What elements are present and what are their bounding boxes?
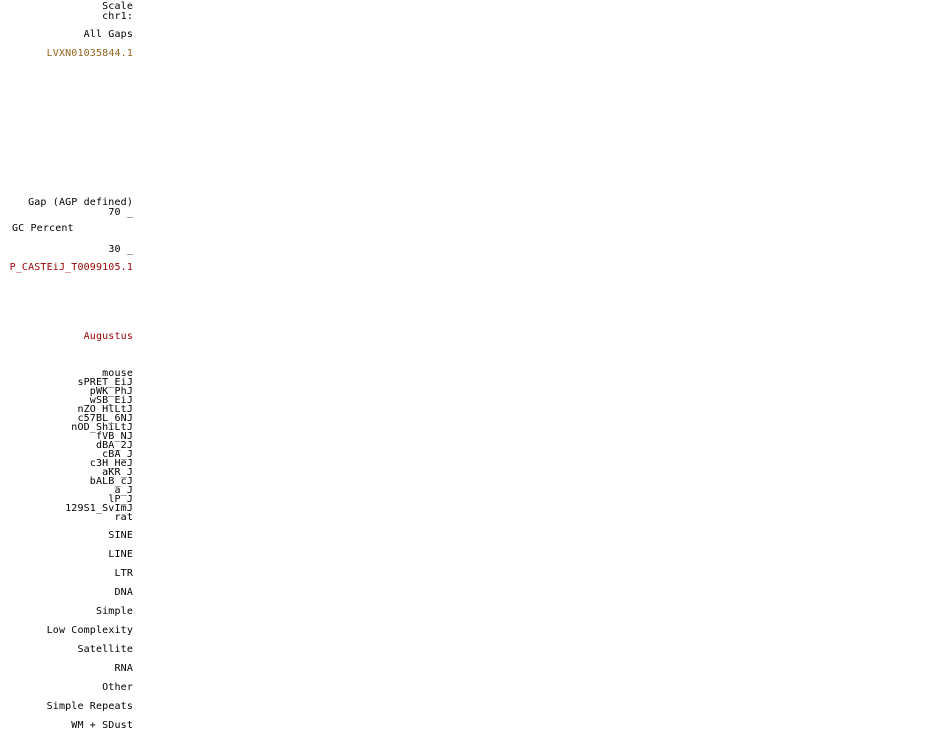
ruler-position-label: chr1: (102, 11, 133, 22)
repeat-class-label[interactable]: Satellite (77, 644, 133, 655)
repeat-class-label[interactable]: LINE (108, 549, 133, 560)
chain-track-label[interactable]: lP_J (108, 494, 133, 505)
chain-track-label[interactable]: 129S1_SvImJ (65, 503, 133, 514)
chain-track-label[interactable]: bALB_cJ (89, 476, 133, 487)
repeat-class-label[interactable]: SINE (108, 530, 133, 541)
track-label-gap-agp[interactable]: Gap (AGP defined) (28, 197, 133, 208)
track-data-area (140, 0, 950, 733)
ruler-scale-label: Scale (102, 1, 133, 12)
chain-track-label[interactable]: c3H_HeJ (89, 458, 133, 469)
repeat-class-label[interactable]: WM + SDust (71, 720, 133, 731)
track-label-column (0, 0, 140, 733)
chain-track-label[interactable]: a_J (114, 485, 133, 496)
track-label-augustus[interactable]: Augustus (83, 331, 133, 342)
chain-track-label[interactable]: c57BL_6NJ (77, 413, 133, 424)
chain-track-label[interactable]: fVB_NJ (95, 431, 133, 442)
repeat-class-label[interactable]: Other (102, 682, 133, 693)
repeat-class-label[interactable]: LTR (114, 568, 133, 579)
chain-track-label[interactable]: pWK_PhJ (89, 386, 133, 397)
gc-percent-upper-bound: 70 _ (108, 207, 133, 218)
chain-track-label[interactable]: cBA_J (102, 449, 133, 460)
chain-track-label[interactable]: wSB_EiJ (89, 395, 133, 406)
repeat-class-label[interactable]: Low Complexity (46, 625, 133, 636)
gc-percent-lower-bound: 30 _ (108, 244, 133, 255)
chain-track-label[interactable]: mouse (102, 368, 133, 379)
chain-track-label[interactable]: sPRET_EiJ (77, 377, 133, 388)
chain-track-label[interactable]: rat (114, 512, 133, 523)
chain-track-label[interactable]: dBA_2J (95, 440, 133, 451)
repeat-class-label[interactable]: Simple Repeats (46, 701, 133, 712)
repeat-class-label[interactable]: RNA (114, 663, 133, 674)
chain-track-label[interactable]: nOD_ShiLtJ (71, 422, 133, 433)
track-label-all-gaps[interactable]: All Gaps (83, 29, 133, 40)
gene-prediction-item-label[interactable]: P_CASTEiJ_T0099105.1 (9, 262, 133, 273)
chain-track-label[interactable]: aKR_J (102, 467, 133, 478)
repeat-class-label[interactable]: DNA (114, 587, 133, 598)
assembly-contig-item-label[interactable]: LVXN01035844.1 (46, 48, 133, 59)
track-label-gc-percent[interactable]: GC Percent (12, 223, 74, 234)
chain-track-label[interactable]: nZO_HlLtJ (77, 404, 133, 415)
repeat-class-label[interactable]: Simple (95, 606, 133, 617)
